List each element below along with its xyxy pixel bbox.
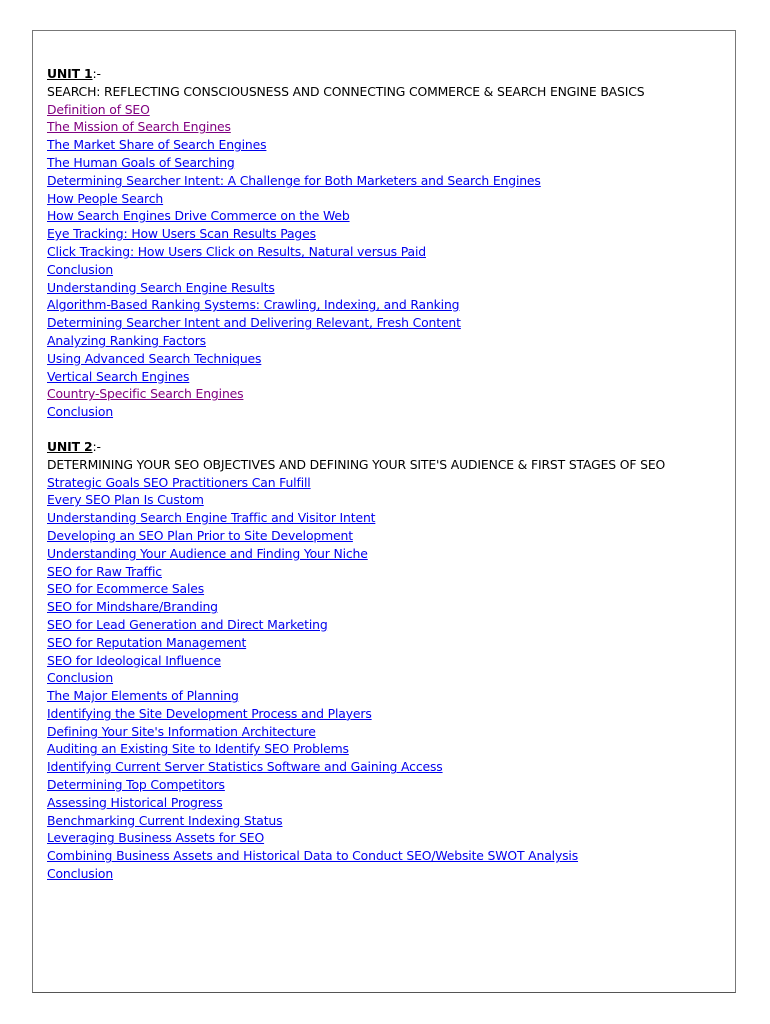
unit-2-section xyxy=(47,438,727,883)
unit-2-topic-link[interactable]: Understanding Your Audience and Finding Your Niche xyxy=(47,545,368,561)
unit-2-topic-link[interactable]: Defining Your Site's Information Architecture xyxy=(47,723,316,739)
unit-1-topic-link[interactable]: Click Tracking: How Users Click on Results, Natural versus Paid xyxy=(47,243,426,259)
unit-2-topic-link[interactable]: Identifying the Site Development Process and Players xyxy=(47,705,372,721)
unit-1-topic-link[interactable]: Definition of SEO xyxy=(47,101,150,117)
unit-2-topic-link[interactable]: Understanding Search Engine Traffic and Visitor Intent xyxy=(47,510,376,526)
unit-2-topic-link[interactable]: SEO for Mindshare/Branding xyxy=(47,599,218,615)
document-content xyxy=(47,65,727,883)
unit-2-topic-link[interactable]: Conclusion xyxy=(47,670,114,686)
unit-2-topic-link[interactable]: SEO for Ideological Influence xyxy=(47,652,221,668)
unit-1-topic-link[interactable]: Determining Searcher Intent: A Challenge for Both Marketers and Search Engines xyxy=(47,172,541,188)
unit-1-topic-link[interactable]: Understanding Search Engine Results xyxy=(47,279,275,295)
unit-2-topic-link[interactable]: SEO for Reputation Management xyxy=(47,634,247,650)
unit-2-topic-link[interactable]: Benchmarking Current Indexing Status xyxy=(47,812,283,828)
unit-2-topic-link[interactable]: Auditing an Existing Site to Identify SEO Problems xyxy=(47,741,349,757)
unit-1-topic-link[interactable]: Country-Specific Search Engines xyxy=(47,386,244,402)
unit-2-topic-link[interactable]: Determining Top Competitors xyxy=(47,777,225,793)
unit-2-subtitle: DETERMINING YOUR SEO OBJECTIVES AND DEFINING YOUR SITE'S AUDIENCE & FIRST STAGES OF SEO xyxy=(47,456,666,472)
unit-1-topic-link[interactable]: The Mission of Search Engines xyxy=(47,119,231,135)
unit-2-topic-link[interactable]: Identifying Current Server Statistics Software and Gaining Access xyxy=(47,759,443,775)
unit-2-topic-link[interactable]: The Major Elements of Planning xyxy=(47,688,239,704)
unit-2-topic-link[interactable]: Every SEO Plan Is Custom xyxy=(47,492,204,508)
unit-2-topic-link[interactable]: Conclusion xyxy=(47,866,114,882)
unit-1-topic-list xyxy=(47,101,727,421)
unit-1-topic-link[interactable]: Conclusion xyxy=(47,404,114,420)
unit-1-heading xyxy=(47,65,727,83)
unit-1-section xyxy=(47,65,727,421)
unit-2-topic-link[interactable]: SEO for Raw Traffic xyxy=(47,563,162,579)
unit-1-subtitle: SEARCH: REFLECTING CONSCIOUSNESS AND CONNECTING COMMERCE & SEARCH ENGINE BASICS xyxy=(47,83,645,99)
unit-1-title: UNIT 1 xyxy=(47,66,93,81)
unit-1-topic-link[interactable]: Algorithm-Based Ranking Systems: Crawling, Indexing, and Ranking xyxy=(47,297,460,313)
unit-2-topic-link[interactable]: Leveraging Business Assets for SEO xyxy=(47,830,265,846)
unit-1-topic-link[interactable]: Conclusion xyxy=(47,261,114,277)
unit-2-title: UNIT 2 xyxy=(47,438,93,454)
unit-2-topic-link[interactable]: Strategic Goals SEO Practitioners Can Fulfill xyxy=(47,474,311,490)
unit-1-topic-link[interactable]: Using Advanced Search Techniques xyxy=(47,350,262,366)
unit-1-topic-link[interactable]: Vertical Search Engines xyxy=(47,368,190,384)
unit-1-title-suffix: :- xyxy=(92,66,101,81)
unit-1-topic-link[interactable]: Determining Searcher Intent and Delivering Relevant, Fresh Content xyxy=(47,315,461,331)
unit-2-topic-link[interactable]: SEO for Lead Generation and Direct Marketing xyxy=(47,616,328,632)
unit-2-topic-list xyxy=(47,474,727,883)
unit-1-topic-link[interactable]: Analyzing Ranking Factors xyxy=(47,332,206,348)
unit-1-topic-link[interactable]: How Search Engines Drive Commerce on the Web xyxy=(47,208,350,224)
unit-2-topic-link[interactable]: SEO for Ecommerce Sales xyxy=(47,581,205,597)
unit-1-topic-link[interactable]: The Human Goals of Searching xyxy=(47,154,235,170)
unit-2-topic-link[interactable]: Combining Business Assets and Historical Data to Conduct SEO/Website SWOT Analysis xyxy=(47,848,579,864)
unit-2-title-suffix: :- xyxy=(92,438,101,454)
unit-2-topic-link[interactable]: Developing an SEO Plan Prior to Site Development xyxy=(47,527,353,543)
unit-1-topic-link[interactable]: The Market Share of Search Engines xyxy=(47,137,267,153)
unit-2-heading xyxy=(47,438,727,456)
document-page xyxy=(32,30,736,993)
unit-1-topic-link[interactable]: Eye Tracking: How Users Scan Results Pages xyxy=(47,226,316,242)
unit-1-topic-link[interactable]: How People Search xyxy=(47,190,164,206)
unit-2-topic-link[interactable]: Assessing Historical Progress xyxy=(47,794,223,810)
